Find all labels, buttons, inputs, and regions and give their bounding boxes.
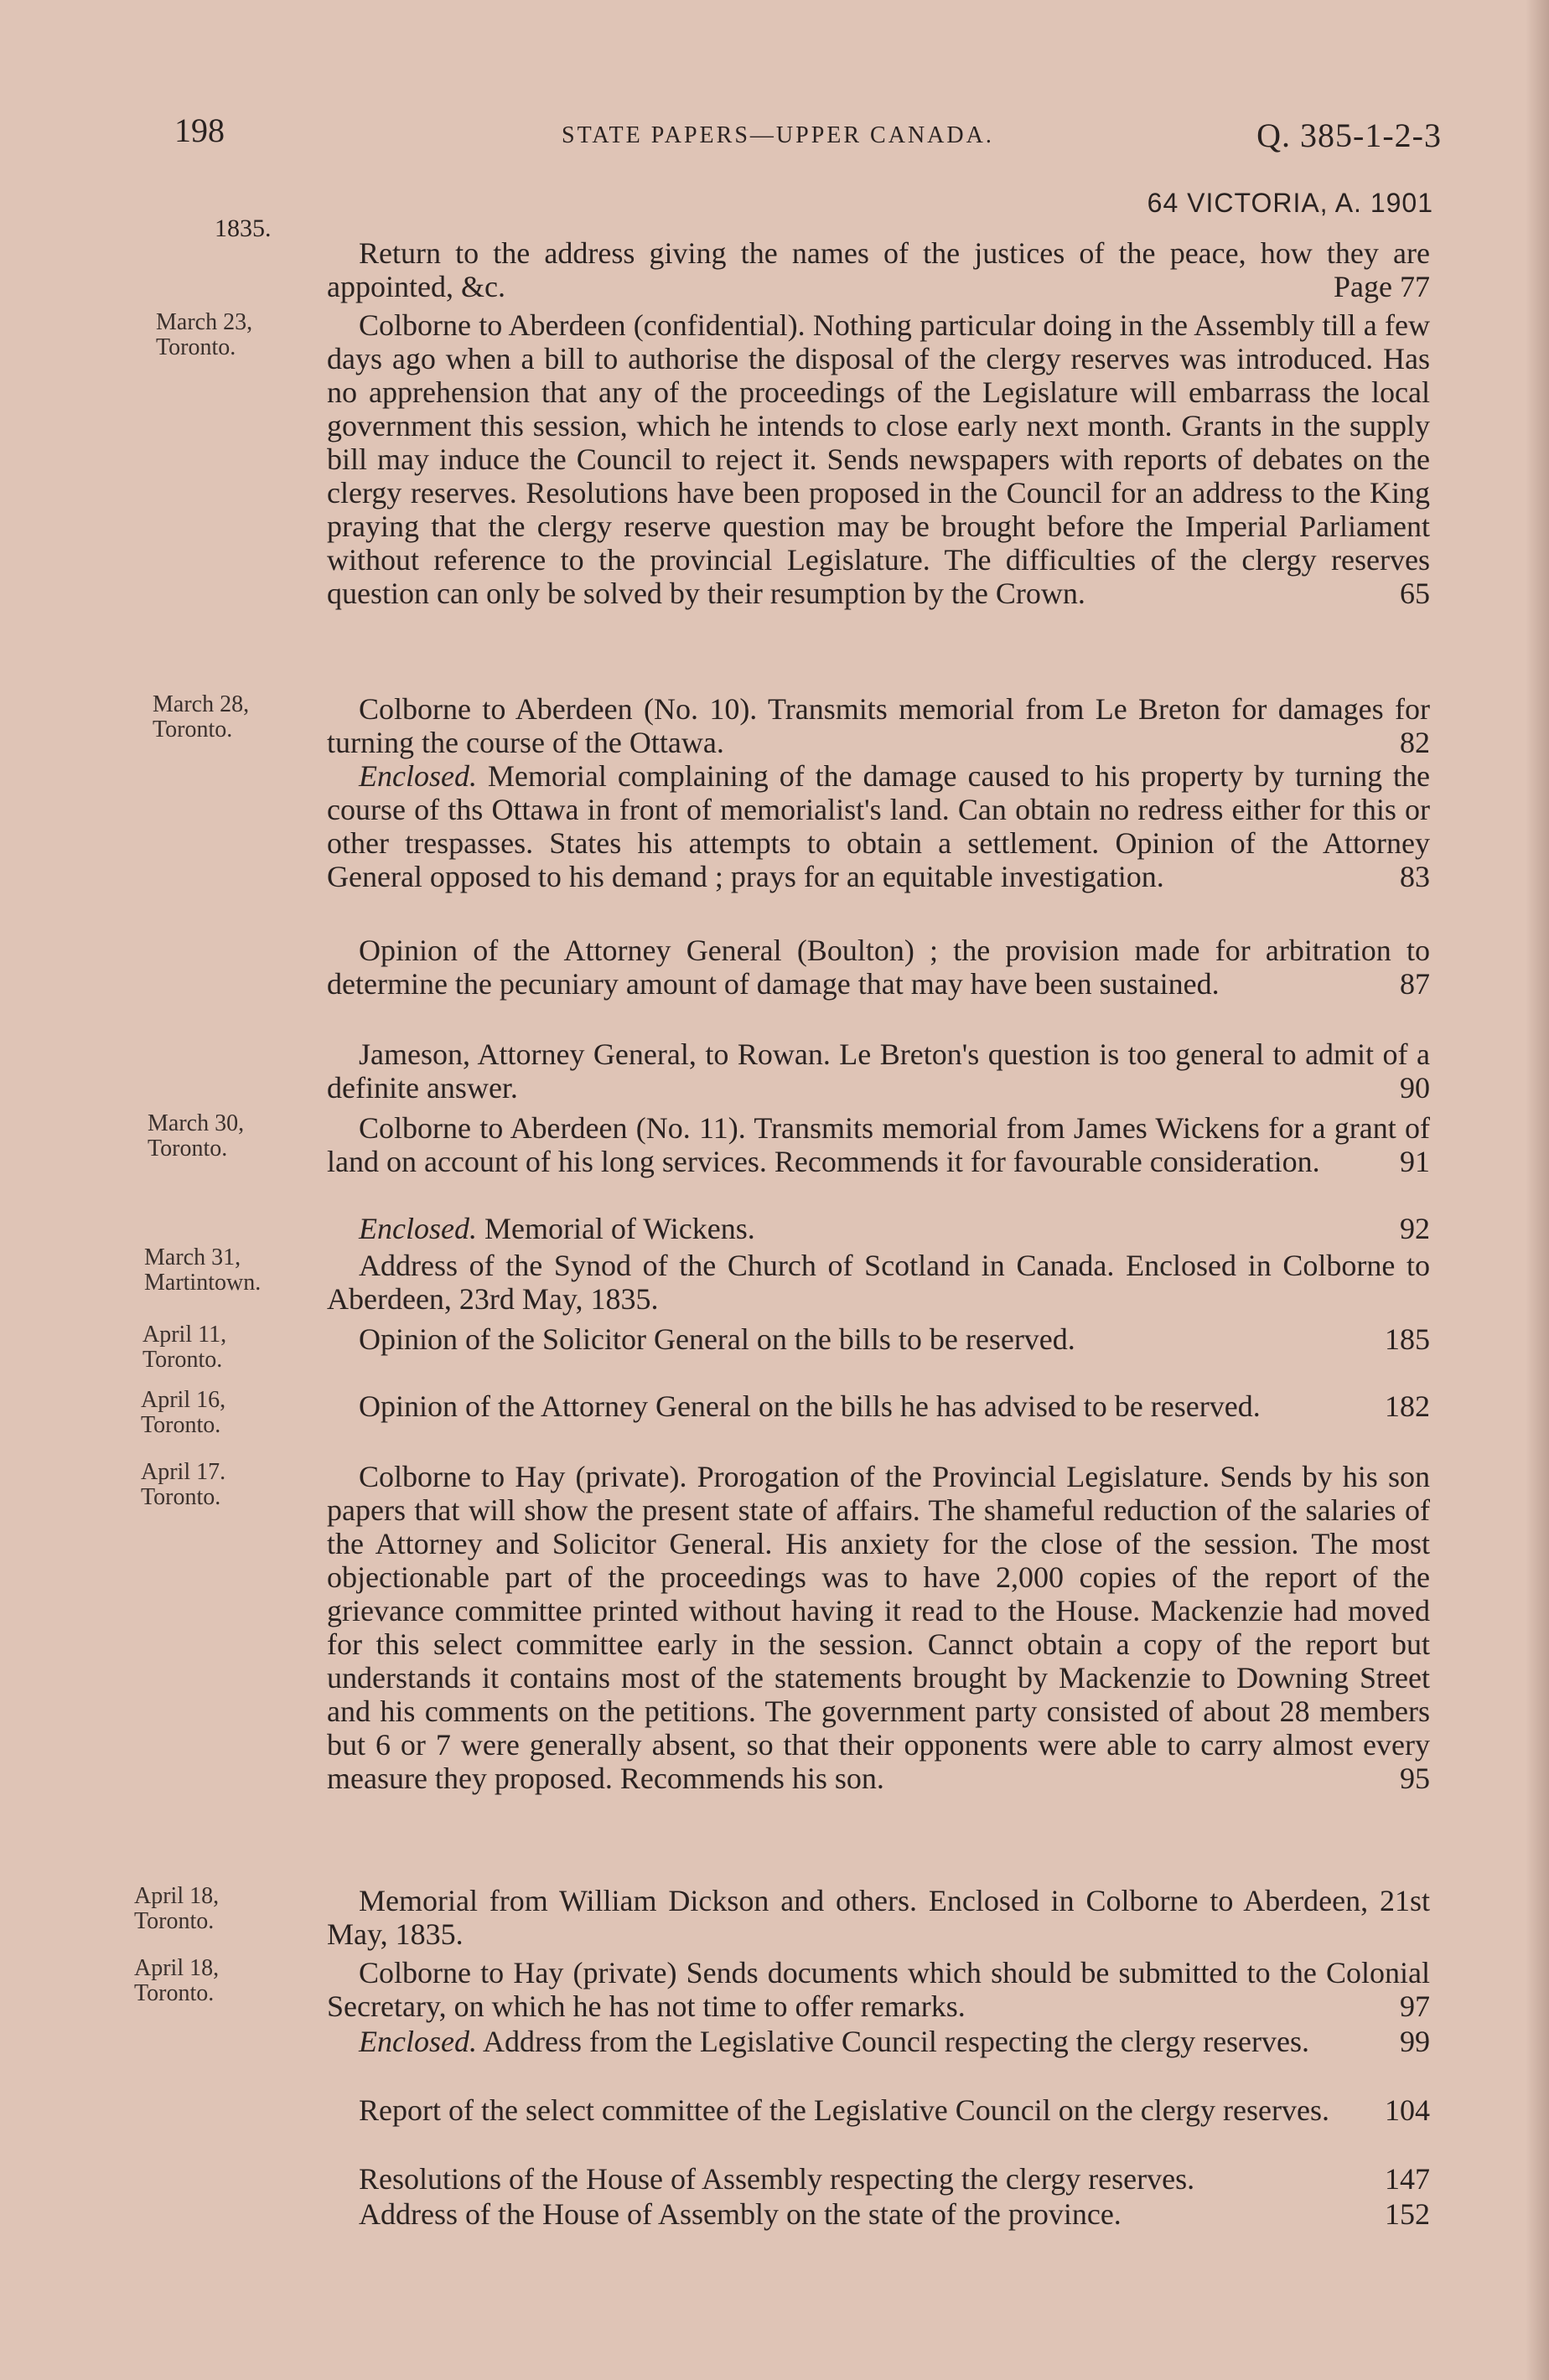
entry: Report of the select committee of the Legislative Council on the clergy reserves. 104 (359, 2093, 1430, 2127)
page-ref: 185 (1385, 1322, 1430, 1356)
entry: Opinion of the Solicitor General on the bills to be reserved. 185 (359, 1322, 1430, 1356)
page-ref: 182 (1385, 1389, 1430, 1423)
entry: Enclosed. Memorial of Wickens. 92 (359, 1212, 1430, 1245)
page-ref: 90 (1400, 1071, 1430, 1105)
entry: Address of the Synod of the Church of Scotland in Canada. Enclosed in Colborne to Aberdeen, 23rd May, 1835. (327, 1249, 1430, 1316)
page-ref: 147 (1385, 2162, 1430, 2196)
margin-note: April 18, Toronto. (134, 1955, 220, 2006)
margin-note: April 16, Toronto. (141, 1387, 226, 1438)
entry: Address of the House of Assembly on the state of the province. 152 (359, 2197, 1430, 2231)
running-title: STATE PAPERS—UPPER CANADA. (562, 122, 994, 148)
page-ref: 82 (1400, 726, 1430, 759)
page-ref: 97 (1400, 1989, 1430, 2023)
page-edge-shadow (1526, 0, 1549, 2380)
page-number: 198 (174, 111, 225, 149)
page-ref: 92 (1400, 1212, 1430, 1245)
entry: Opinion of the Attorney General (Boulton) ; the provision made for arbitration to determine the pecuniary amount of damage that may have been sustained. 87 (327, 934, 1430, 1001)
entry: Colborne to Aberdeen (No. 10). Transmits memorial from Le Breton for damages for turning the course of the Ottawa. 82 (327, 692, 1430, 759)
entry: Memorial from William Dickson and others. Enclosed in Colborne to Aberdeen, 21st May, 1835. (327, 1884, 1430, 1951)
entry: Enclosed. Address from the Legislative Council respecting the clergy reserves. 99 (359, 2025, 1430, 2058)
page-ref: 65 (1400, 577, 1430, 610)
entry: Resolutions of the House of Assembly respecting the clergy reserves. 147 (359, 2162, 1430, 2196)
margin-note: March 31, Martintown. (144, 1244, 262, 1296)
entry: Colborne to Aberdeen (confidential). Nothing particular doing in the Assembly till a few days ago when a bill to authorise the disposal of the clergy reserves was introduced. Has no apprehension that any of the proceedings of the Legislature will embarrass the local government this session, which he intends to close early next month. Grants in the supply bill may induce the Council to reject it. Sends newspapers with reports of debates on the clergy reserves. Resolutions have been proposed in the Council for an address to the King praying that the clergy reserve question may be brought before the Imperial Parliament without reference to the provincial Legislature. The difficulties of the clergy reserves question can only be solved by their resumption by the Crown. 65 (327, 308, 1430, 610)
page-ref: 87 (1400, 967, 1430, 1001)
entry: Colborne to Hay (private). Prorogation of the Provincial Legislature. Sends by his son papers that will show the present state of affairs. The shameful reduction of the salaries of the Attorney and Solicitor General. His anxiety for the close of the session. The most objectionable part of the proceedings was to have 2,000 copies of the report of the grievance committee printed without having it read to the House. Mackenzie had moved for this select committee early in the session. Cannct obtain a copy of the report but understands it contains most of the statements brought by Mackenzie to Downing Street and his comments on the petitions. The government party consisted of about 28 members but 6 or 7 were generally absent, so that their opponents were able to carry almost every measure they proposed. Recommends his son. 95 (327, 1460, 1430, 1795)
page-ref: 83 (1400, 860, 1430, 893)
page-ref: 91 (1400, 1145, 1430, 1178)
page-ref: 95 (1400, 1762, 1430, 1795)
page-ref: 99 (1400, 2025, 1430, 2058)
reference-code: Q. 385-1-2-3 (1256, 116, 1442, 154)
margin-note: March 23, Toronto. (156, 309, 253, 360)
entry: Jameson, Attorney General, to Rowan. Le Breton's question is too general to admit of a definite answer. 90 (327, 1037, 1430, 1105)
page-ref: Page 77 (1334, 270, 1430, 303)
entry: Colborne to Hay (private) Sends documents which should be submitted to the Colonial Secretary, on which he has not time to offer remarks. 97 (327, 1956, 1430, 2023)
margin-note: April 18, Toronto. (134, 1883, 220, 1934)
page-ref: 104 (1385, 2093, 1430, 2127)
margin-note: April 11, Toronto. (142, 1322, 227, 1373)
entry: Colborne to Aberdeen (No. 11). Transmits memorial from James Wickens for a grant of land on account of his long services. Recommends it for favourable consideration. 91 (327, 1111, 1430, 1178)
session-label: 64 VICTORIA, A. 1901 (1147, 188, 1433, 218)
margin-note: March 28, Toronto. (153, 691, 250, 742)
entry: Enclosed. Memorial complaining of the damage caused to his property by turning the course of ths Ottawa in front of memorialist's land. Can obtain no redress either for this or other trespasses. States his attempts to obtain a settlement. Opinion of the Attorney General opposed to his demand ; prays for an equitable investigation. 83 (327, 759, 1430, 893)
margin-note: March 30, Toronto. (148, 1110, 245, 1162)
entry: Opinion of the Attorney General on the bills he has advised to be reserved. 182 (359, 1389, 1430, 1423)
entry: Return to the address giving the names of the justices of the peace, how they are appointed, &c. Page 77 (327, 236, 1430, 303)
margin-note: April 17. Toronto. (141, 1459, 226, 1510)
page-ref: 152 (1385, 2197, 1430, 2231)
year-label: 1835. (215, 215, 272, 242)
